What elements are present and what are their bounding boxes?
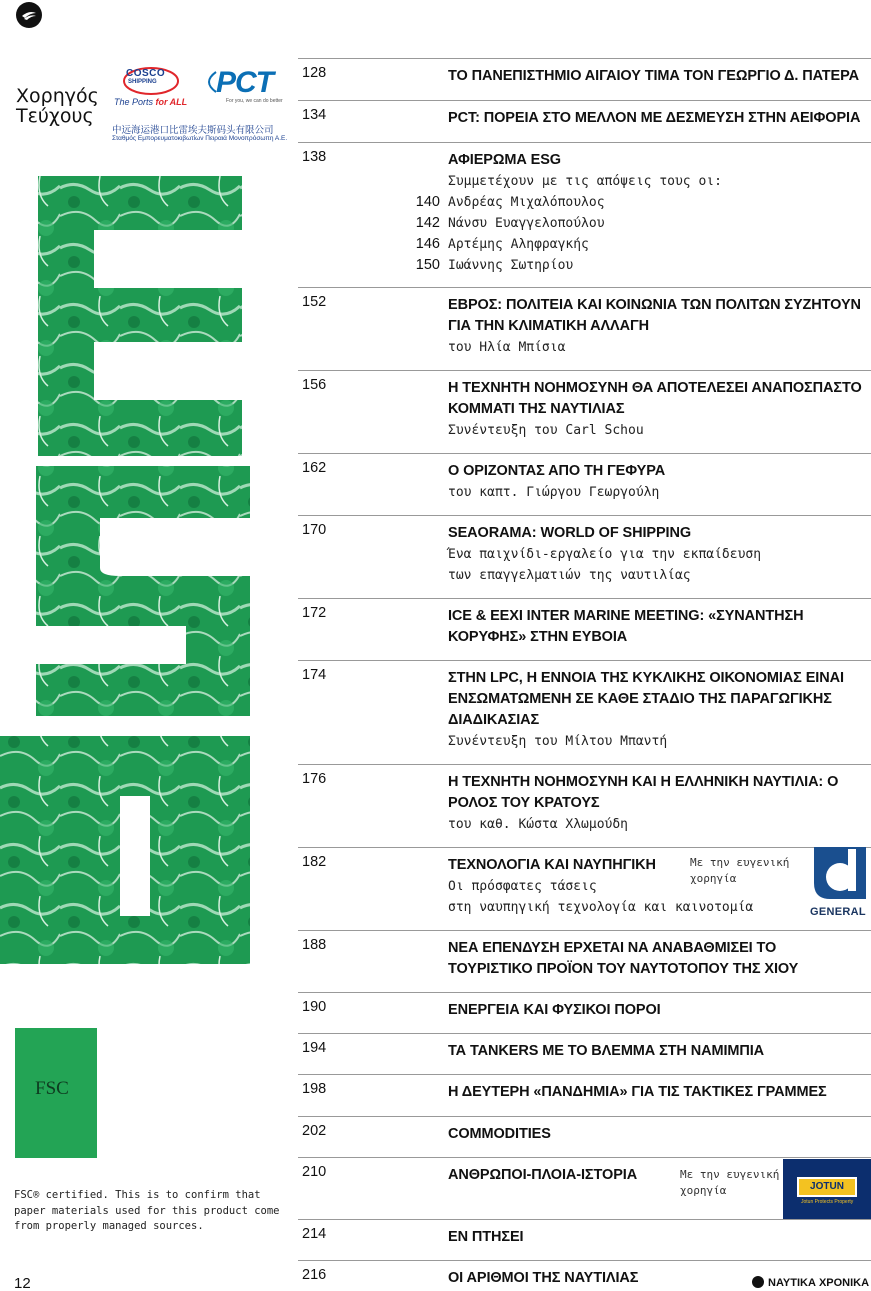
toc-title[interactable]: Η ΤΕΧΝΗΤΗ ΝΟΗΜΟΣΥΝΗ ΚΑΙ Η ΕΛΛΗΝΙΚΗ ΝΑΥΤΙΛΙΑ: Ο ΡΟΛΟΣ ΤΟΥ ΚΡΑΤΟΥΣ bbox=[448, 774, 839, 811]
cover-word-esg-graphic bbox=[0, 176, 252, 964]
toc-page-number: 188 bbox=[302, 937, 327, 953]
toc-entry[interactable] bbox=[298, 1116, 871, 1157]
company-name-greek: Σταθμός Εμπορευματοκιβωτίων Πειραιά Μονοπρόσωπη Α.Ε. bbox=[112, 135, 288, 142]
toc-title[interactable]: ΤΟ ΠΑΝΕΠΙΣΤΗΜΙΟ ΑΙΓΑΙΟΥ ΤΙΜΑ ΤΟΝ ΓΕΩΡΓΙΟ Δ. ΠΑΤΕΡΑ bbox=[448, 68, 859, 84]
toc-entry[interactable] bbox=[298, 1033, 871, 1074]
cosco-shipping-wordmark: SHIPPING bbox=[128, 79, 157, 85]
jotun-sponsor-note: Με την ευγενική χορηγία bbox=[680, 1168, 780, 1197]
toc-entry[interactable] bbox=[298, 1074, 871, 1116]
footer-brand: ΝΑΥΤΙΚΑ ΧΡΟΝΙΚΑ bbox=[752, 1276, 869, 1289]
toc-sub-item[interactable]: 142 Νάνσυ Ευαγγελοπούλου bbox=[415, 215, 605, 231]
toc-title[interactable]: ΤΕΧΝΟΛΟΓΙΑ ΚΑΙ ΝΑΥΠΗΓΙΚΗ bbox=[448, 857, 656, 873]
general-sponsor-note: Με την ευγενική χορηγία bbox=[690, 856, 790, 885]
toc-page-number: 134 bbox=[302, 107, 327, 123]
toc-entry[interactable] bbox=[298, 598, 871, 660]
toc-sub-item[interactable]: 146 Αρτέμης Αληφραγκής bbox=[415, 236, 589, 252]
company-name-chinese: 中远海运港口比雷埃夫斯码头有限公司 bbox=[112, 125, 274, 136]
toc-page-number: 174 bbox=[302, 667, 327, 683]
toc-title[interactable]: ΝΕΑ ΕΠΕΝΔΥΣΗ ΕΡΧΕΤΑΙ ΝΑ ΑΝΑΒΑΘΜΙΣΕΙ ΤΟ ΤΟΥΡΙΣΤΙΚΟ ΠΡΟΪΟΝ ΤΟΥ ΝΑΥΤΟΤΟΠΟΥ ΤΗΣ ΧΙΟΥ bbox=[448, 940, 799, 977]
toc-title[interactable]: COMMODITIES bbox=[448, 1126, 551, 1142]
toc-title[interactable]: Η ΔΕΥΤΕΡΗ «ΠΑΝΔΗΜΙΑ» ΓΙΑ ΤΙΣ ΤΑΚΤΙΚΕΣ ΓΡΑΜΜΕΣ bbox=[448, 1084, 827, 1100]
toc-entry[interactable] bbox=[298, 660, 871, 764]
toc-subtitle: Ένα παιχνίδι-εργαλείο για την εκπαίδευση bbox=[448, 547, 762, 562]
toc-sub-item[interactable]: 150 Ιωάννης Σωτηρίου bbox=[415, 257, 574, 273]
jotun-sponsor-logo: JOTUN Jotun Protects Property bbox=[783, 1159, 871, 1219]
toc-subtitle: Συνέντευξη του Carl Schou bbox=[448, 423, 644, 438]
toc-entry[interactable] bbox=[298, 764, 871, 847]
toc-title[interactable]: ICE & EEXI INTER MARINE MEETING: «ΣΥΝΑΝΤΗΣΗ ΚΟΡΥΦΗΣ» ΣΤΗΝ ΕΥΒΟΙΑ bbox=[448, 608, 804, 645]
toc-page-number: 162 bbox=[302, 460, 327, 476]
fsc-certification-note: FSC® certified. This is to confirm that paper materials used for this product come from properly managed sources. bbox=[14, 1189, 280, 1232]
toc-subtitle: των επαγγελματιών της ναυτιλίας bbox=[448, 568, 691, 583]
toc-page-number: 152 bbox=[302, 294, 327, 310]
table-of-contents bbox=[298, 58, 871, 1290]
publisher-logo-icon bbox=[16, 2, 42, 28]
toc-entry[interactable] bbox=[298, 1219, 871, 1260]
toc-entry[interactable] bbox=[298, 930, 871, 992]
toc-page-number: 138 bbox=[302, 149, 327, 165]
toc-entry[interactable] bbox=[298, 453, 871, 515]
toc-entry[interactable] bbox=[298, 142, 871, 287]
toc-title[interactable]: ΕΝ ΠΤΗΣΕΙ bbox=[448, 1229, 524, 1245]
toc-page-number: 128 bbox=[302, 65, 327, 81]
toc-page-number: 198 bbox=[302, 1081, 327, 1097]
toc-title[interactable]: ΤΑ TANKERS ΜΕ ΤΟ ΒΛΕΜΜΑ ΣΤΗ ΝΑΜΙΜΠΙΑ bbox=[448, 1043, 765, 1059]
toc-page-number: 194 bbox=[302, 1040, 327, 1056]
toc-page-number: 190 bbox=[302, 999, 327, 1015]
general-sponsor-logo: GENERAL bbox=[810, 843, 870, 921]
toc-entry[interactable] bbox=[298, 58, 871, 100]
cosco-tagline: The Ports for ALL bbox=[114, 97, 188, 107]
toc-entry[interactable] bbox=[298, 370, 871, 453]
toc-page-number: 156 bbox=[302, 377, 327, 393]
cosco-wordmark: COSCO bbox=[126, 68, 166, 79]
toc-title[interactable]: Η ΤΕΧΝΗΤΗ ΝΟΗΜΟΣΥΝΗ ΘΑ ΑΠΟΤΕΛΕΣΕΙ ΑΝΑΠΟΣΠΑΣΤΟ ΚΟΜΜΑΤΙ ΤΗΣ ΝΑΥΤΙΛΙΑΣ bbox=[448, 380, 862, 417]
toc-subtitle: του καθ. Κώστα Χλωμούδη bbox=[448, 817, 629, 832]
toc-title[interactable]: ΑΝΘΡΩΠΟΙ-ΠΛΟΙΑ-ΙΣΤΟΡΙΑ bbox=[448, 1167, 638, 1183]
toc-title[interactable]: SEAORAMA: WORLD OF SHIPPING bbox=[448, 525, 691, 541]
pct-wordmark: PCT bbox=[216, 66, 273, 99]
toc-title[interactable]: ΕΒΡΟΣ: ΠΟΛΙΤΕΙΑ ΚΑΙ ΚΟΙΝΩΝΙΑ ΤΩΝ ΠΟΛΙΤΩΝ ΣΥΖΗΤΟΥΝ ΓΙΑ ΤΗΝ ΚΛΙΜΑΤΙΚΗ ΑΛΛΑΓΗ bbox=[448, 297, 861, 334]
toc-title[interactable]: ΣΤΗΝ LPC, Η ΕΝΝΟΙΑ ΤΗΣ ΚΥΚΛΙΚΗΣ ΟΙΚΟΝΟΜΙΑΣ ΕΙΝΑΙ ΕΝΣΩΜΑΤΩΜΕΝΗ ΣΕ ΚΑΘΕ ΣΤΑΔΙΟ ΤΗΣ ΠΑΡΑΓΩΓΙΚΗΣ ΔΙΑΔΙΚΑΣΙΑΣ bbox=[448, 670, 844, 728]
toc-page-number: 176 bbox=[302, 771, 327, 787]
toc-page-number: 170 bbox=[302, 522, 327, 538]
issue-sponsor-label: Χορηγός Τεύχους bbox=[16, 85, 99, 127]
cosco-pct-sponsor-logo bbox=[112, 64, 292, 144]
toc-title[interactable]: Ο ΟΡΙΖΟΝΤΑΣ ΑΠΟ ΤΗ ΓΕΦΥΡΑ bbox=[448, 463, 666, 479]
toc-page-number: 202 bbox=[302, 1123, 327, 1139]
pct-tagline: For you, we can do better bbox=[226, 98, 283, 104]
toc-title[interactable]: ΕΝΕΡΓΕΙΑ ΚΑΙ ΦΥΣΙΚΟΙ ΠΟΡΟΙ bbox=[448, 1002, 661, 1018]
toc-subtitle: του καπτ. Γιώργου Γεωργούλη bbox=[448, 485, 660, 500]
toc-page-number: 210 bbox=[302, 1164, 327, 1180]
toc-page-number: 214 bbox=[302, 1226, 327, 1242]
general-emblem-icon bbox=[810, 843, 870, 903]
toc-title[interactable]: PCT: ΠΟΡΕΙΑ ΣΤΟ ΜΕΛΛΟΝ ΜΕ ΔΕΣΜΕΥΣΗ ΣΤΗΝ ΑΕΙΦΟΡΙΑ bbox=[448, 110, 861, 126]
toc-subtitle: στη ναυπηγική τεχνολογία και καινοτομία bbox=[448, 900, 754, 915]
toc-entry[interactable] bbox=[298, 992, 871, 1033]
fsc-logo: FSC bbox=[15, 1028, 97, 1158]
toc-title[interactable]: ΑΦΙΕΡΩΜΑ ESG bbox=[448, 152, 561, 168]
toc-entry[interactable] bbox=[298, 287, 871, 370]
toc-entry[interactable] bbox=[298, 515, 871, 598]
toc-page-number: 182 bbox=[302, 854, 327, 870]
page-number: 12 bbox=[14, 1275, 31, 1291]
toc-subtitle: Οι πρόσφατες τάσεις bbox=[448, 879, 597, 894]
toc-entry[interactable] bbox=[298, 100, 871, 142]
toc-subtitle: Συνέντευξη του Μίλτου Μπαντή bbox=[448, 734, 668, 749]
toc-sub-item[interactable]: 140 Ανδρέας Μιχαλόπουλος bbox=[415, 194, 605, 210]
toc-page-number: 216 bbox=[302, 1267, 327, 1283]
brand-dot-icon bbox=[752, 1276, 764, 1288]
toc-title[interactable]: ΟΙ ΑΡΙΘΜΟΙ ΤΗΣ ΝΑΥΤΙΛΙΑΣ bbox=[448, 1270, 639, 1286]
toc-subtitle: του Ηλία Μπίσια bbox=[448, 340, 566, 355]
toc-subtitle: Συμμετέχουν με τις απόψεις τους οι: bbox=[448, 174, 722, 189]
toc-page-number: 172 bbox=[302, 605, 327, 621]
